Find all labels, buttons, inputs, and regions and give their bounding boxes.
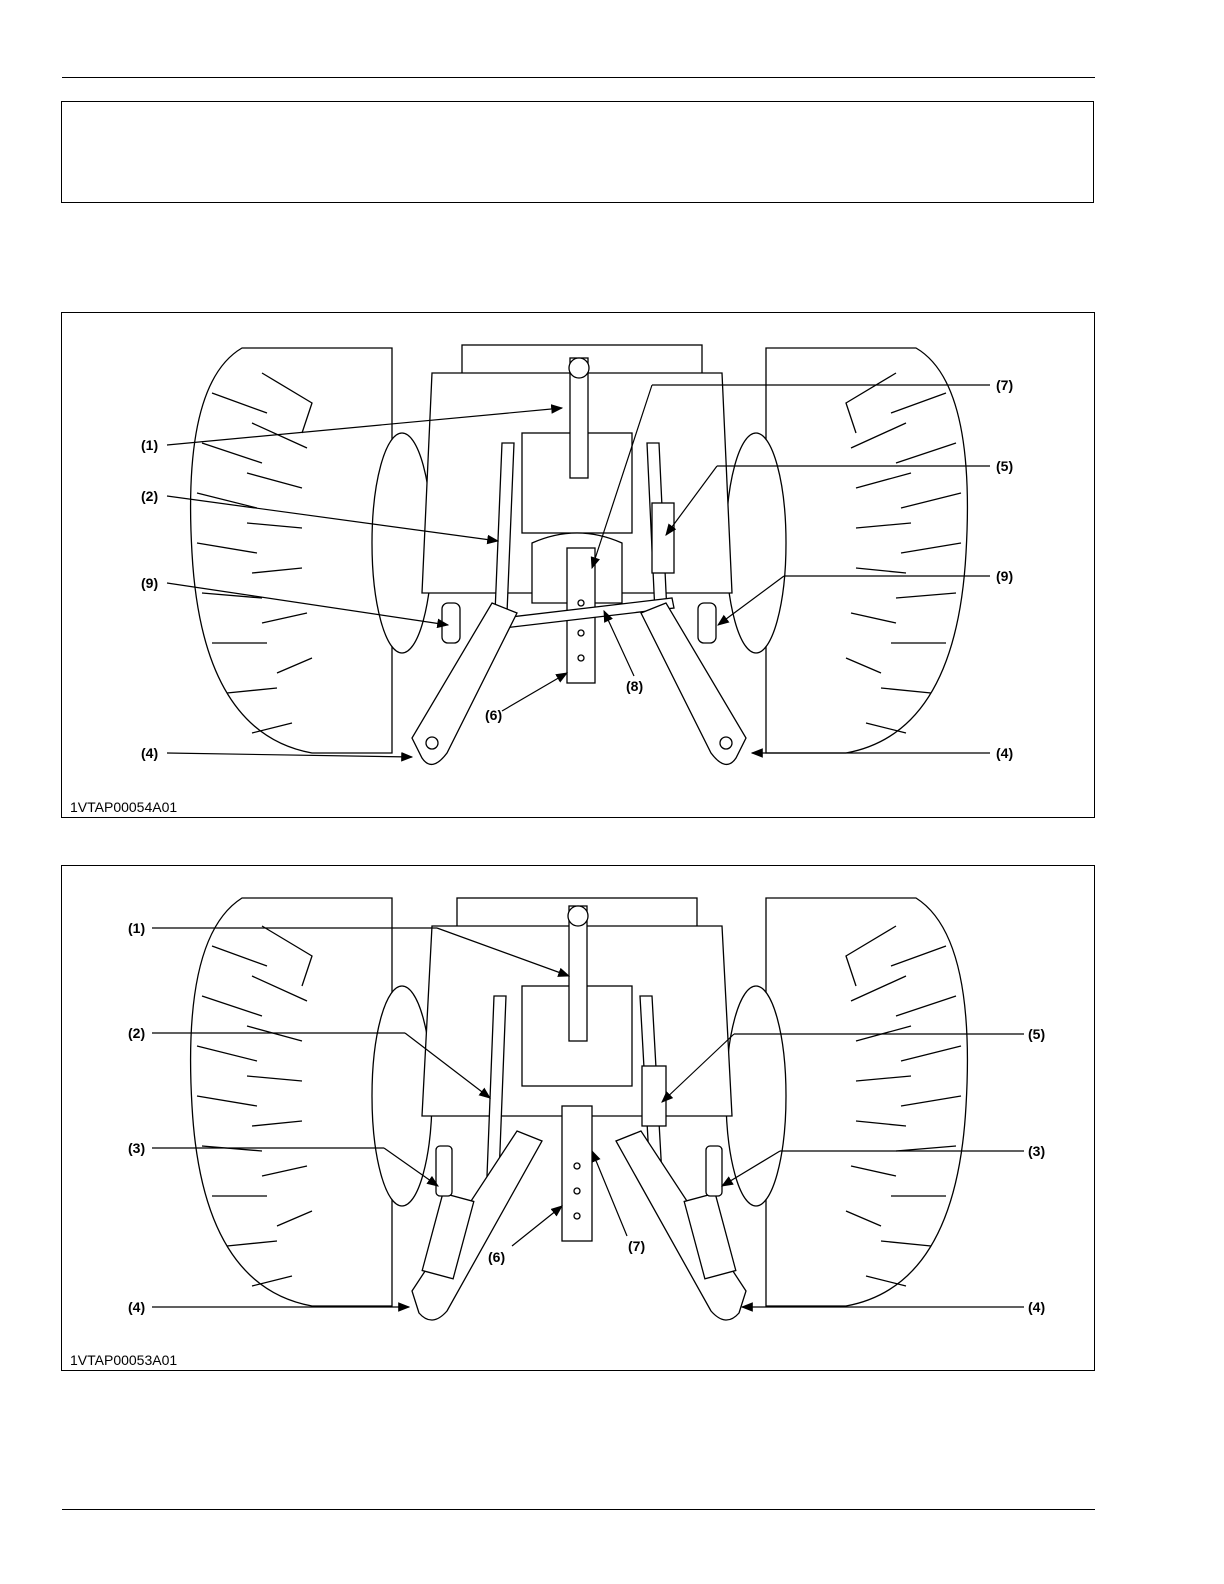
figure-code: 1VTAP00054A01 (70, 799, 178, 815)
tractor-rear-hitch-illustration (62, 866, 1096, 1372)
callout-1: (1) (141, 437, 159, 453)
tractor-rear-hitch-illustration (62, 313, 1096, 819)
note-box (61, 101, 1094, 203)
footer-rule (62, 1509, 1095, 1510)
callout-3-right: (3) (1028, 1143, 1046, 1159)
callout-7: (7) (628, 1238, 646, 1254)
callout-7: (7) (996, 377, 1014, 393)
callout-4-left: (4) (141, 745, 159, 761)
figure-1 (61, 312, 1095, 818)
callout-1: (1) (128, 920, 146, 936)
callout-5: (5) (996, 458, 1014, 474)
figure-code: 1VTAP00053A01 (70, 1352, 178, 1368)
callout-5: (5) (1028, 1026, 1046, 1042)
callout-9-right: (9) (996, 568, 1014, 584)
header-rule (62, 77, 1095, 78)
figure-2 (61, 865, 1095, 1371)
callout-6: (6) (488, 1249, 506, 1265)
callout-9-left: (9) (141, 575, 159, 591)
callout-4-right: (4) (1028, 1299, 1046, 1315)
callout-4-left: (4) (128, 1299, 146, 1315)
callout-2: (2) (141, 488, 159, 504)
callout-4-right: (4) (996, 745, 1014, 761)
callout-2: (2) (128, 1025, 146, 1041)
callout-8: (8) (626, 678, 644, 694)
callout-6: (6) (485, 707, 503, 723)
callout-3-left: (3) (128, 1140, 146, 1156)
